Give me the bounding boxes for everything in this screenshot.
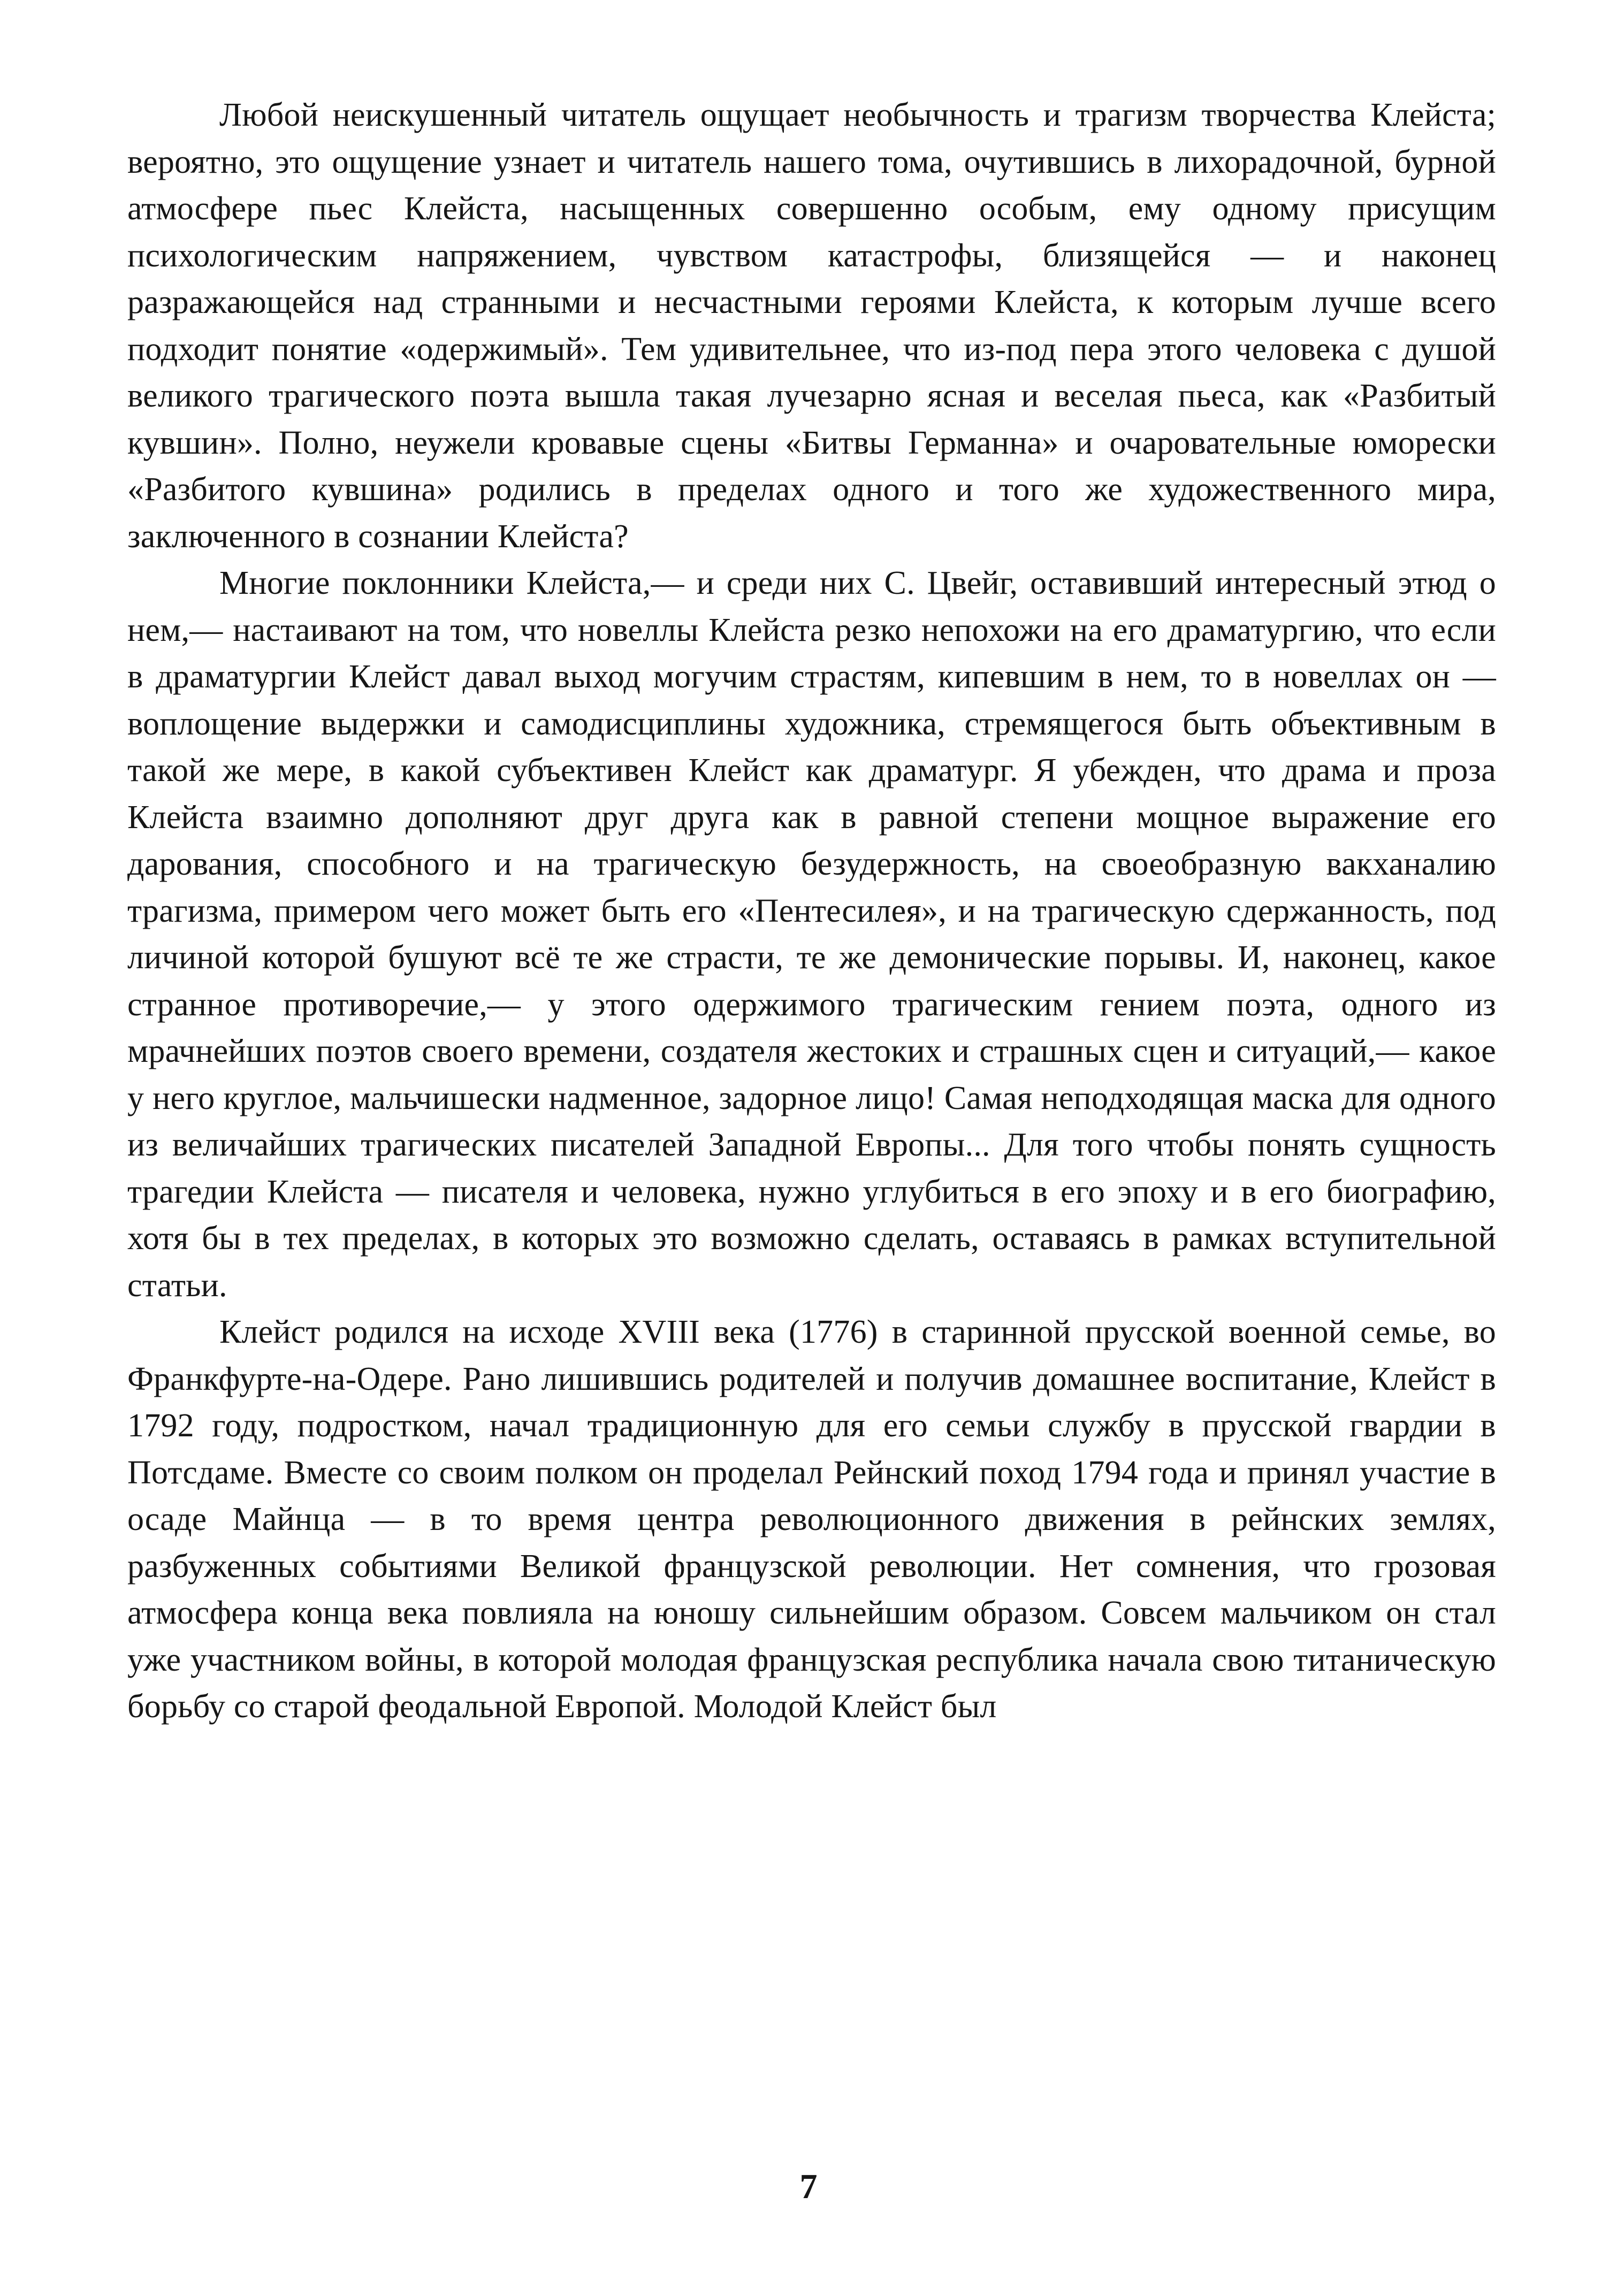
paragraph-2: Многие поклонники Клейста,— и среди них С. Цвейг, оставивший интересный этюд о нем,— настаивают на том, что новеллы Клейста резко непохожи на его драматургию, что если в драматургии Клейст давал выход могучим страстям, кипевшим в нем, то в новеллах он — воплощение выдержки и самодисциплины художника, стремящегося быть объективным в такой же мере, в какой субъективен Клейст как драматург. Я убежден, что драма и проза Клейста взаимно дополняют друг друга как в равной степени мощное выражение его дарования, способного и на трагическую безудержность, на своеобразную вакханалию трагизма, примером чего может быть его «Пентесилея», и на трагическую сдержанность, под личиной которой бушуют всё те же страсти, те же демонические порывы. И, наконец, какое странное противоречие,— у этого одержимого трагическим гением поэта, одного из мрачнейших поэтов своего времени, создателя жестоких и страшных сцен и ситуаций,— какое у него круглое, мальчишески надменное, задорное лицо! Самая неподходящая маска для одного из величайших трагических писателей Западной Европы... Для того чтобы понять сущность трагедии Клейста — писателя и человека, нужно углубиться в его эпоху и в его биографию, хотя бы в тех пределах, в которых это возможно сделать, оставаясь в рамках вступительной статьи. (127, 565, 1496, 1304)
page-number: 7 (799, 2167, 818, 2206)
paragraph-1: Любой неискушенный читатель ощущает необычность и трагизм творчества Клейста; вероятно, это ощущение узнает и читатель нашего тома, очутившись в лихорадочной, бурной атмосфере пьес Клейста, насыщенных совершенно особым, ему одному присущим психологическим напряжением, чувством катастрофы, близящейся — и наконец разражающейся над странными и несчастными героями Клейста, к которым лучше всего подходит понятие «одержимый». Тем удивительнее, что из-под пера этого человека с душой великого трагического поэта вышла такая лучезарно ясная и веселая пьеса, как «Разбитый кувшин». Полно, неужели кровавые сцены «Битвы Германна» и очаровательные юморески «Разбитого кувшина» родились в пределах одного и того же художественного мира, заключенного в сознании Клейста? (127, 97, 1496, 555)
paragraph-3: Клейст родился на исходе XVIII века (1776) в старинной прусской военной семье, во Франкфурте-на-Одере. Рано лишившись родителей и получив домашнее воспитание, Клейст в 1792 году, подростком, начал традиционную для его семьи службу в прусской гвардии в Потсдаме. Вместе со своим полком он проделал Рейнский поход 1794 года и принял участие в осаде Майнца — в то время центра революционного движения в рейнских землях, разбуженных событиями Великой французской революции. Нет сомнения, что грозовая атмосфера конца века повлияла на юношу сильнейшим образом. Совсем мальчиком он стал уже участником войны, в которой молодая французская республика начала свою титаническую борьбу со старой феодальной Европой. Молодой Клейст был (127, 1314, 1496, 1725)
text-column (127, 92, 1496, 1731)
